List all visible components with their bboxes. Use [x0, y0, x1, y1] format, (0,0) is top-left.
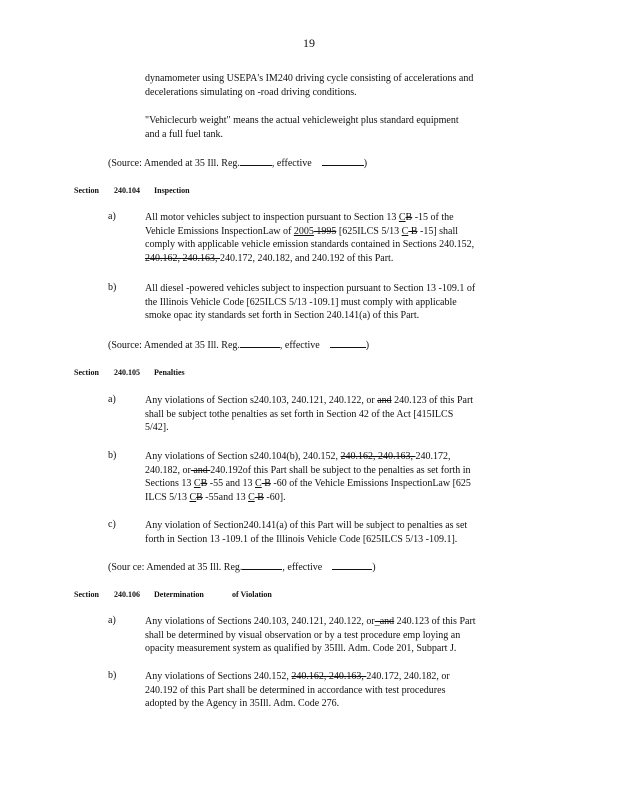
- subsection-text: [145, 211, 545, 265]
- blank-line: [242, 560, 282, 570]
- text-line: Any violations of Sections 240.152, 240.162, 240.163, 240.172, 240.182, or: [145, 671, 450, 682]
- subsection-label: b): [108, 282, 117, 293]
- struck-text: 240.162, 240.163,: [340, 451, 416, 462]
- text-line: 5/42].: [145, 422, 169, 433]
- text-line: the Illinois Vehicle Code [625ILCS 5/13 -109.1] must comply with applicable: [145, 296, 457, 308]
- section-title: Determination: [154, 590, 204, 599]
- subsection-label: b): [108, 670, 117, 681]
- source-prefix: (Sour ce: Amended at 35 Ill. Reg.: [108, 562, 243, 573]
- source-effective: , effective: [279, 340, 320, 351]
- struck-text: 240.162, 240.163,: [145, 252, 220, 264]
- subsection-text: [145, 282, 545, 323]
- text-line: forth in Section 13 -109.1 of the Illinois Vehicle Code [625ILCS 5/13 -109.1].: [145, 533, 458, 545]
- source-end: ): [365, 340, 370, 351]
- struck-text: B: [200, 478, 208, 489]
- subsection-text: [145, 394, 545, 435]
- subsection-text: [145, 519, 545, 546]
- text-line: and a full fuel tank.: [145, 128, 224, 140]
- section-title: Inspection: [154, 186, 190, 195]
- subsection-label: c): [108, 519, 116, 530]
- section-title-cont: of Violation: [232, 590, 272, 599]
- source-note: [108, 560, 548, 575]
- text-line: 240.162, 240.163, 240.172, 240.182, and 240.192 of this Part.: [145, 252, 394, 264]
- text-line: All diesel -powered vehicles subject to inspection pursuant to Section 13 -109.1 of: [145, 283, 476, 294]
- section-number: 240.104: [114, 186, 140, 195]
- subsection-text: [145, 615, 545, 656]
- definition-dynamometer-text: [145, 72, 545, 99]
- source-effective: , effective: [282, 562, 323, 573]
- page-number: 19: [303, 36, 315, 50]
- source-prefix: (Source: Amended at 35 Ill. Reg.: [108, 340, 240, 351]
- text-line: 240.192 of this Part shall be determined in accordance with test procedures: [145, 684, 446, 696]
- subsection-label: b): [108, 450, 117, 461]
- subsection-label: a): [108, 211, 116, 222]
- struck-text: B: [254, 491, 264, 503]
- text-line: Any violations of Sections 240.103, 240.121, 240.122, or_and 240.123 of this Part: [145, 616, 476, 627]
- struck-text: 240.162, 240.163,: [291, 671, 367, 682]
- text-line: 240.182, or and 240.192of this Part shall be subject to the penalties as set forth in: [145, 464, 471, 476]
- blank-line: [330, 338, 366, 348]
- source-note: [108, 156, 548, 171]
- section-heading: [74, 368, 185, 377]
- struck-text: B: [261, 478, 271, 489]
- inserted-text: 2005: [293, 225, 314, 237]
- text-line: Sections 13 CB -55 and 13 C B -60 of the Vehicle Emissions InspectionLaw [625: [145, 478, 471, 489]
- text-line: ILCS 5/13 CB -55and 13 C B -60].: [145, 491, 286, 503]
- text-line: Any violation of Section240.141(a) of this Part will be subject to penalties as set: [145, 520, 468, 531]
- source-end: ): [372, 562, 376, 573]
- subsection-label: a): [108, 394, 116, 405]
- source-prefix: (Source: Amended at 35 Ill. Reg.: [108, 158, 240, 169]
- subsection-text: [145, 670, 545, 711]
- text-line: shall be subject tothe penalties as set forth in Section 42 of the Act [415ILCS: [145, 408, 454, 420]
- struck-text: 1995: [313, 225, 337, 237]
- section-number: 240.106: [114, 590, 140, 599]
- text-line: decelerations simulating on -road driving conditions.: [145, 86, 357, 98]
- text-line: Any violations of Section s240.103, 240.121, 240.122, or and 240.123 of this Part: [145, 395, 474, 406]
- text-line: shall be determined by visual observation or by a test procedure emp loying an: [145, 629, 461, 641]
- section-title: Penalties: [154, 368, 185, 377]
- inserted-text: C: [193, 478, 201, 489]
- section-word: Section: [74, 368, 99, 377]
- inserted-text: C: [401, 225, 409, 237]
- section-word: Section: [74, 590, 99, 599]
- subsection-text: [145, 450, 545, 504]
- text-line: Any violations of Section s240.104(b), 240.152, 240.162, 240.163, 240.172,: [145, 451, 451, 462]
- subsection-label: a): [108, 615, 116, 626]
- blank-line: [332, 560, 372, 570]
- text-line: All motor vehicles subject to inspection pursuant to Section 13 CB -15 of the: [145, 212, 454, 223]
- text-line: opacity measurement system as qualified by 35Ill. Adm. Code 201, Subpart J.: [145, 643, 457, 654]
- inserted-text: C: [398, 212, 406, 223]
- blank-line: [240, 156, 272, 166]
- text-line: Vehicle Emissions InspectionLaw of 2005 1995 [625ILCS 5/13 C B -15] shall: [145, 225, 459, 237]
- text-line: adopted by the Agency in 35Ill. Adm. Code 276.: [145, 698, 340, 709]
- text-line: "Vehiclecurb weight" means the actual vehicleweight plus standard equipment: [145, 115, 459, 126]
- text-line: dynamometer using USEPA's IM240 driving cycle consisting of accelerations and: [145, 73, 474, 84]
- source-end: ): [363, 158, 368, 169]
- struck-text: B: [408, 225, 418, 237]
- source-note: [108, 338, 548, 353]
- inserted-text: C: [255, 478, 262, 489]
- section-heading: [74, 186, 190, 195]
- blank-line: [322, 156, 364, 166]
- struck-text: and: [377, 395, 392, 406]
- source-effective: , effective: [271, 158, 312, 169]
- section-number: 240.105: [114, 368, 140, 377]
- blank-line: [240, 338, 280, 348]
- section-word: Section: [74, 186, 99, 195]
- struck-text: B: [196, 491, 203, 503]
- inserted-text: C: [248, 491, 255, 503]
- struck-text: B: [405, 212, 413, 223]
- struck-text: and: [190, 464, 211, 476]
- struck-text: _and: [374, 616, 395, 627]
- definition-vehicle-curb-weight: [145, 114, 545, 141]
- text-line: smoke opac ity standards set forth in Section 240.141(a) of this Part.: [145, 310, 420, 321]
- inserted-text: C: [189, 491, 197, 503]
- text-line: comply with applicable vehicle emission standards contained in Sections 240.152,: [145, 239, 475, 250]
- section-heading: [74, 590, 272, 599]
